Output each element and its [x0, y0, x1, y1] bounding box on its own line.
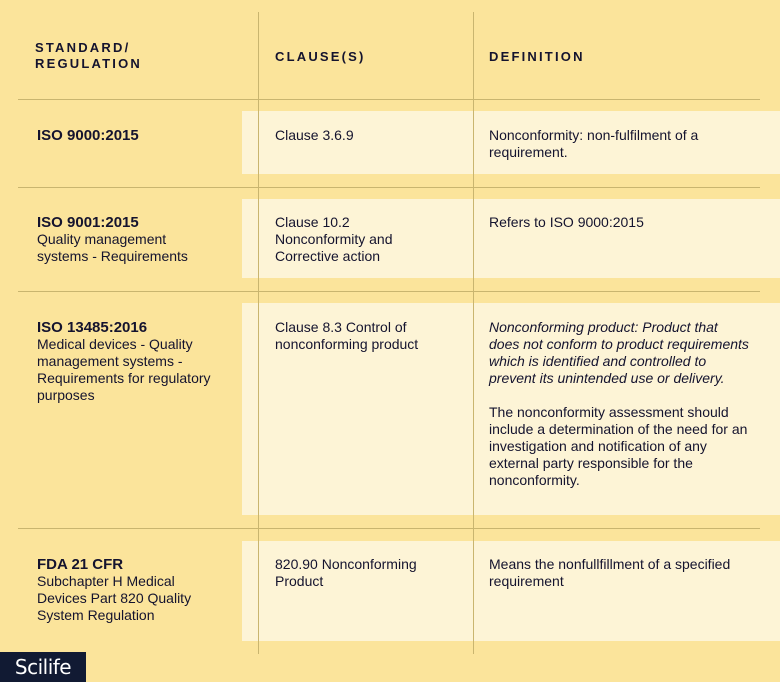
- standard-description: Medical devices - Quality management systems - Requirements for regulatory purposes: [37, 336, 211, 403]
- standard-description: Subchapter H Medical Devices Part 820 Quality System Regulation: [37, 573, 192, 623]
- header-definition: DEFINITION: [489, 49, 585, 64]
- standard-title: ISO 9001:2015: [37, 214, 139, 231]
- definition-text: Nonconformity: non-fulfilment of a requirement.: [489, 127, 699, 160]
- standard-title: FDA 21 CFR: [37, 556, 124, 573]
- definition-text: Refers to ISO 9000:2015: [489, 214, 644, 230]
- row-divider: [18, 528, 760, 529]
- definition-cell: [489, 319, 751, 489]
- clause-cell: 820.90 Nonconforming Product: [275, 556, 417, 589]
- standard-cell: [37, 319, 237, 404]
- header-clause: CLAUSE(S): [275, 49, 366, 64]
- row-divider: [18, 99, 760, 100]
- row-divider: [18, 187, 760, 188]
- row-divider: [18, 291, 760, 292]
- standard-cell: [37, 556, 237, 624]
- scilife-logo: Scilife: [0, 652, 86, 682]
- definition-cell: [489, 556, 751, 590]
- clause-cell: Clause 3.6.9: [275, 127, 354, 143]
- definition-text-secondary: The nonconformity assessment should include a determination of the need for an investigation and notification of any external party responsible for the nonconformity.: [489, 404, 748, 488]
- column-divider: [473, 12, 474, 654]
- standard-title: ISO 9000:2015: [37, 127, 139, 144]
- header-standard: STANDARD/ REGULATION: [35, 40, 142, 71]
- column-divider: [258, 12, 259, 654]
- clause-cell: Clause 10.2 Nonconformity and Corrective action: [275, 214, 393, 264]
- definition-text: Nonconforming product: Product that does not conform to product requirements which is identified and controlled to prevent its unintended use or delivery.: [489, 319, 749, 386]
- standard-cell: [37, 127, 237, 144]
- definition-text: Means the nonfullfillment of a specified requirement: [489, 556, 731, 589]
- standard-description: Quality management systems - Requirements: [37, 231, 188, 264]
- clause-cell: Clause 8.3 Control of nonconforming product: [275, 319, 419, 352]
- definition-cell: [489, 127, 751, 161]
- standard-cell: [37, 214, 237, 265]
- standard-title: ISO 13485:2016: [37, 319, 148, 336]
- definition-cell: [489, 214, 751, 231]
